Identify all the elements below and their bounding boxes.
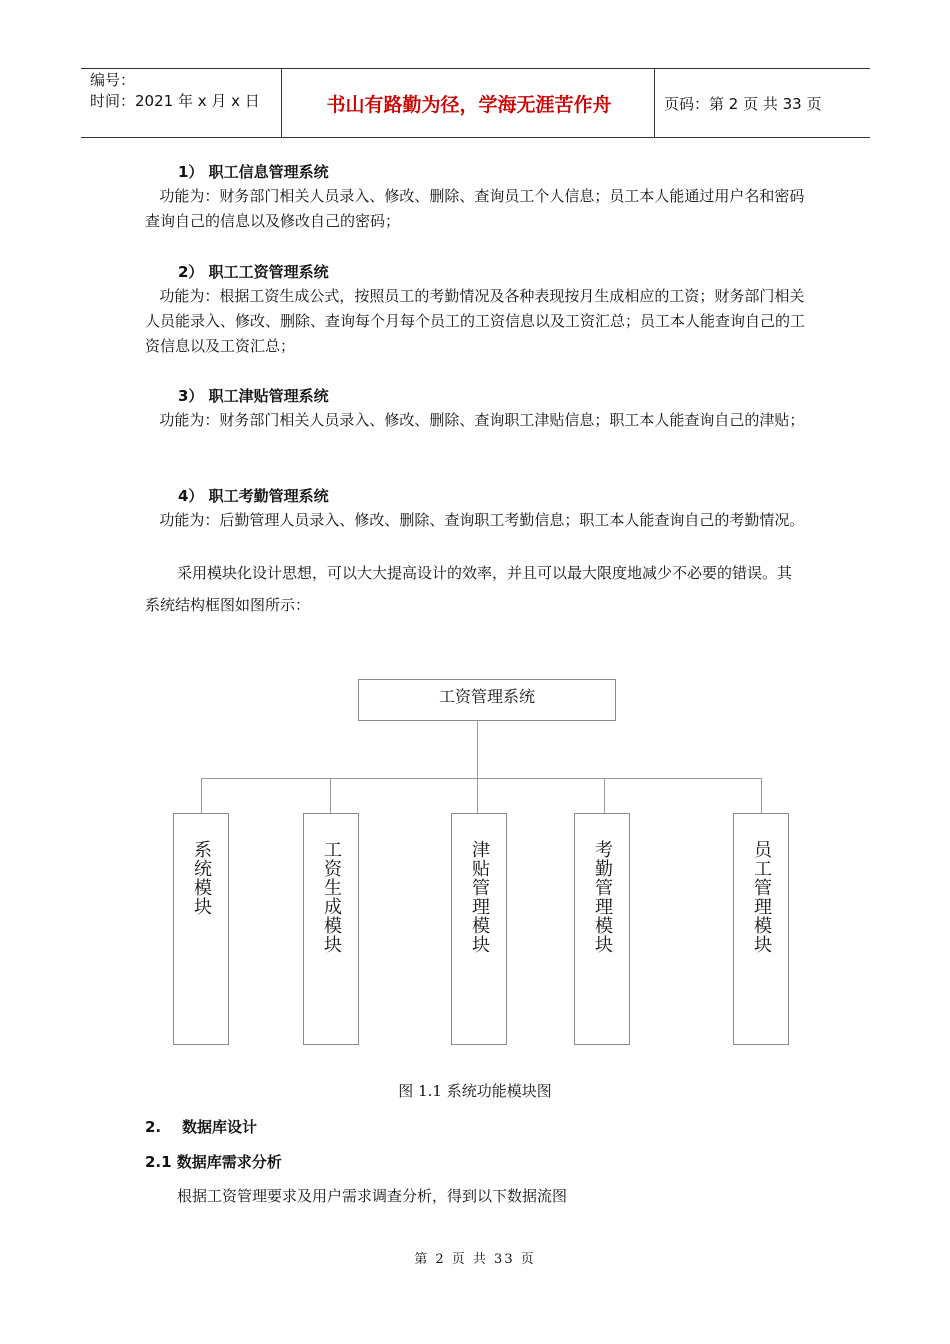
branch-line <box>201 778 761 779</box>
module-box-1 <box>173 813 229 1045</box>
root-box <box>358 679 616 721</box>
section-db-req-body: 根据工资管理要求及用户需求调查分析，得到以下数据流图 <box>177 1187 568 1205</box>
section-2-heading: 2） 职工工资管理系统 <box>178 263 329 281</box>
module-box-4 <box>574 813 630 1045</box>
module-label-4: 考勤管理模块 <box>592 840 613 954</box>
module-label-2: 工资生成模块 <box>321 840 342 954</box>
module-box-2 <box>303 813 359 1045</box>
header-number: 编号： <box>90 71 136 89</box>
module-label-3: 津贴管理模块 <box>469 840 490 954</box>
root-label: 工资管理系统 <box>438 687 535 706</box>
module-label-1: 系统模块 <box>191 840 212 916</box>
section-3-heading: 3） 职工津贴管理系统 <box>178 387 329 405</box>
module-box-5 <box>733 813 789 1045</box>
module-box-3 <box>451 813 507 1045</box>
section-3-body: 功能为：财务部门相关人员录入、修改、删除、查询职工津贴信息；职工本人能查询自己的津贴； <box>159 411 805 429</box>
section-2-body: 功能为：根据工资生成公式，按照员工的考勤情况及各种表现按月生成相应的工资；财务部门相关人员能录入、修改、删除、查询每个月每个员工的工资信息以及工资汇总；员工本人能查询自己的工资信息以及工资汇总； <box>145 287 806 355</box>
section-4-heading: 4） 职工考勤管理系统 <box>178 487 329 505</box>
section-1-body: 功能为：财务部门相关人员录入、修改、删除、查询员工个人信息；员工本人能通过用户名和密码查询自己的信息以及修改自己的密码； <box>145 187 805 230</box>
section-4-body: 功能为：后勤管理人员录入、修改、删除、查询职工考勤信息；职工本人能查询自己的考勤情况。 <box>159 511 805 529</box>
drop-line-1 <box>201 778 202 814</box>
section-db-heading: 2. 数据库设计 <box>145 1118 258 1136</box>
header-left <box>90 70 260 112</box>
root-connector <box>477 720 478 778</box>
section-1-heading: 1） 职工信息管理系统 <box>178 163 329 181</box>
drop-line-2 <box>330 778 331 814</box>
figure-caption: 图 1.1 系统功能模块图 <box>398 1082 552 1100</box>
section-db-req-heading: 2.1 数据库需求分析 <box>145 1153 282 1171</box>
header-divider-left <box>281 69 282 137</box>
module-label-5: 员工管理模块 <box>751 840 772 954</box>
page-footer: 第 2 页 共 33 页 <box>414 1252 536 1267</box>
header-motto: 书山有路勤为径，学海无涯苦作舟 <box>326 94 612 116</box>
intro-paragraph: 采用模块化设计思想，可以大大提高设计的效率，并且可以最大限度地减少不必要的错误。其系统结构框图如图所示： <box>145 564 793 614</box>
header-date: 时间：2021 年 x 月 x 日 <box>90 92 260 110</box>
drop-line-4 <box>604 778 605 814</box>
header-page: 页码：第 2 页 共 33 页 <box>664 95 822 113</box>
drop-line-5 <box>761 778 762 814</box>
drop-line-3 <box>477 778 478 814</box>
